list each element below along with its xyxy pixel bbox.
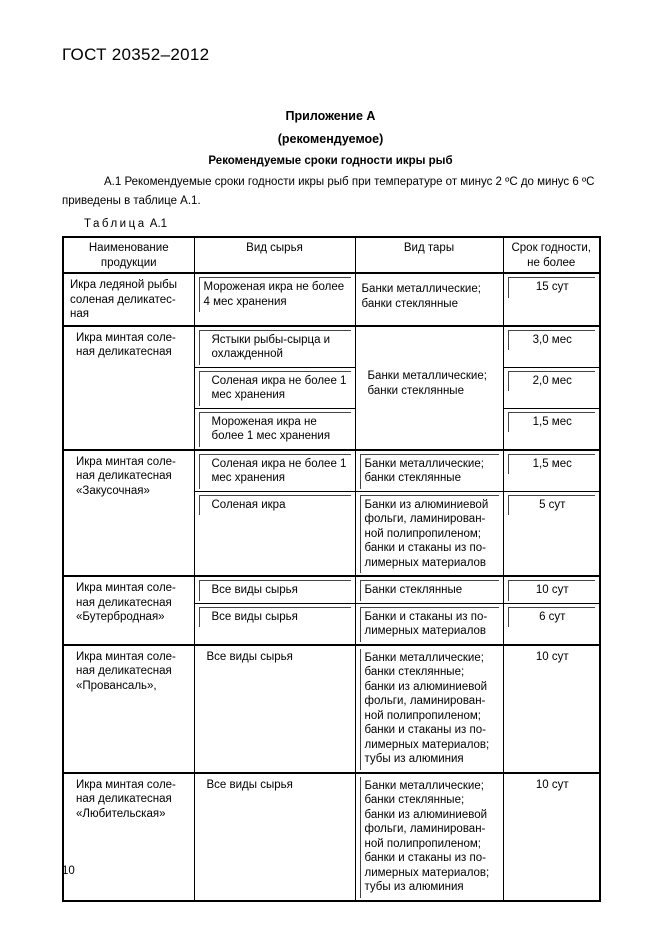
table-label-prefix: Таблица bbox=[84, 218, 147, 230]
raw-material-cell: Соленая икра не более 1 мес хранения bbox=[194, 367, 355, 408]
packaging-cell: Банки металлические; банки стеклянные; банки из алюминиевой фольги, ламинирован-ной полипропиленом; банки и стаканы из по-лимерных материалов; тубы из алюминия bbox=[355, 645, 503, 773]
shelf-life-cell: 10 сут bbox=[503, 773, 600, 901]
packaging-cell: Банки металлические; банки стеклянные; банки из алюминиевой фольги, ламинирован-ной полипропиленом; банки и стаканы из по-лимерных материалов; тубы из алюминия bbox=[355, 773, 503, 901]
appendix-type: (рекомендуемое) bbox=[277, 132, 384, 146]
shelf-life-cell: 10 сут bbox=[503, 645, 600, 773]
product-cell: Икра минтая соле-ная деликатесная «Провансаль», bbox=[63, 645, 194, 773]
table-label-number: А.1 bbox=[149, 218, 168, 230]
table-row bbox=[63, 773, 600, 901]
raw-material-cell: Все виды сырья bbox=[194, 773, 355, 901]
table-label bbox=[84, 218, 167, 230]
header-raw-material: Вид сырья bbox=[194, 237, 355, 273]
shelf-life-table bbox=[62, 236, 601, 902]
table-row bbox=[63, 273, 600, 326]
product-cell: Икра ледяной рыбы соленая деликатес-ная bbox=[63, 273, 194, 326]
shelf-life-cell: 15 сут bbox=[503, 273, 600, 326]
header-product: Наименование продукции bbox=[63, 237, 194, 273]
shelf-life-cell: 10 сут bbox=[503, 576, 600, 603]
table-row bbox=[63, 645, 600, 773]
packaging-cell: Банки металлические; банки стеклянные bbox=[355, 450, 503, 492]
shelf-life-cell: 1,5 мес bbox=[503, 408, 600, 450]
table-row bbox=[63, 450, 600, 492]
product-cell: Икра минтая соле-ная деликатесная «Бутербродная» bbox=[63, 576, 194, 645]
shelf-life-cell: 1,5 мес bbox=[503, 450, 600, 492]
table-header-row bbox=[63, 237, 600, 273]
packaging-cell: Банки и стаканы из по-лимерных материалов bbox=[355, 603, 503, 645]
raw-material-cell: Ястыки рыбы-сырца и охлажденной bbox=[194, 326, 355, 368]
page-number: 10 bbox=[62, 865, 75, 877]
raw-material-cell: Все виды сырья bbox=[194, 603, 355, 645]
header-packaging: Вид тары bbox=[355, 237, 503, 273]
raw-material-cell: Соленая икра bbox=[194, 491, 355, 576]
product-cell: Икра минтая соле-ная деликатесная «Закусочная» bbox=[63, 450, 194, 577]
intro-paragraph: А.1 Рекомендуемые сроки годности икры рыб при температуре от минус 2 ºС до минус 6 ºС приведены в таблице А.1. bbox=[62, 176, 595, 207]
section-title: Рекомендуемые сроки годности икры рыб bbox=[208, 155, 453, 167]
raw-material-cell: Соленая икра не более 1 мес хранения bbox=[194, 450, 355, 492]
product-cell: Икра минтая соле-ная деликатесная «Любительская» bbox=[63, 773, 194, 901]
table-row bbox=[63, 326, 600, 368]
packaging-cell: Банки стеклянные bbox=[355, 576, 503, 603]
shelf-life-cell: 3,0 мес bbox=[503, 326, 600, 368]
packaging-cell: Банки из алюминиевой фольги, ламинирован-ной полипропиленом; банки и стаканы из по-лимерных материалов bbox=[355, 491, 503, 576]
shelf-life-cell: 2,0 мес bbox=[503, 367, 600, 408]
appendix-title: Приложение А bbox=[285, 109, 376, 123]
header-shelf-life: Срок годности, не более bbox=[503, 237, 600, 273]
raw-material-cell: Все виды сырья bbox=[194, 645, 355, 773]
packaging-cell: Банки металлические; банки стеклянные bbox=[355, 326, 503, 450]
raw-material-cell: Все виды сырья bbox=[194, 576, 355, 603]
product-cell: Икра минтая соле-ная деликатесная bbox=[63, 326, 194, 450]
document-header: ГОСТ 20352–2012 bbox=[62, 45, 210, 64]
raw-material-cell: Мороженая икра не более 4 мес хранения bbox=[194, 273, 355, 326]
raw-material-cell: Мороженая икра не более 1 мес хранения bbox=[194, 408, 355, 450]
shelf-life-cell: 5 сут bbox=[503, 491, 600, 576]
table-row bbox=[63, 576, 600, 603]
shelf-life-cell: 6 сут bbox=[503, 603, 600, 645]
packaging-cell: Банки металлические; банки стеклянные bbox=[355, 273, 503, 326]
